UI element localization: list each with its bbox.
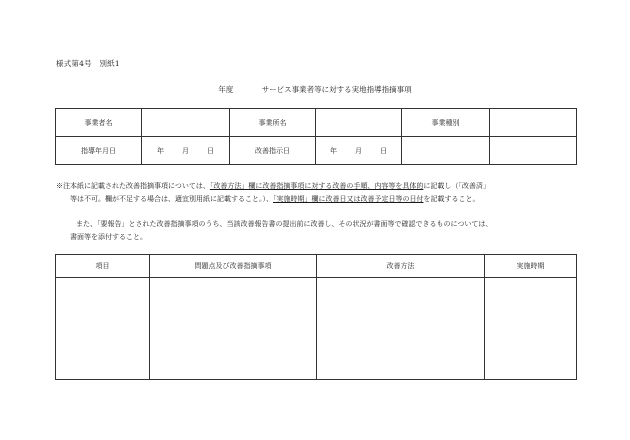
guidance-date-month: 月 [182,146,189,155]
improvement-date-day: 日 [380,146,387,155]
office-name-field[interactable] [316,109,402,137]
improvement-method-field[interactable] [317,278,485,380]
business-owner-field[interactable] [142,109,230,137]
item-field[interactable] [56,278,150,380]
note-text: 本紙に記載された改善指摘事項については、 [70,182,210,190]
note-text: を記載すること。 [423,195,480,203]
office-name-label: 事業所名 [230,109,316,137]
note-underlined-text: 「改善方法」欄に改善指摘事項に対する改善の手順、内容等を具体的 [209,182,424,190]
header-implementation-period: 実施時期 [485,255,577,278]
note-line-1 [56,180,578,193]
header-improvement-method: 改善方法 [317,255,485,278]
header-item: 項目 [56,255,150,278]
title-year-label: 年度 [218,85,234,94]
form-identifier: 様式第4号 別紙1 [56,59,120,68]
service-type-label: 事業種別 [402,109,490,137]
document-title [0,84,630,95]
note-text: に記載し（「改善済」 [423,182,490,190]
title-text: サービス事業者等に対する実地指導指摘事項 [261,85,412,94]
note2-line-1: また、「要報告」とされた改善指摘事項のうち、当該改善報告書の提出前に改善し、その状況が書面等で確認できるものについては、 [76,220,493,228]
header-problem: 問題点及び改善指摘事項 [150,255,317,278]
note-instructions [56,180,578,206]
improvement-date-field[interactable] [316,137,402,165]
note2-line-2: 書面等を添付すること。 [70,233,147,241]
problem-field[interactable] [150,278,317,380]
guidance-date-label: 指導年月日 [56,137,142,165]
note-prefix: ※注 [56,182,70,190]
implementation-period-field[interactable] [485,278,577,380]
guidance-date-field[interactable] [142,137,230,165]
note-text: 等は不可。欄が不足する場合は、適宜別用紙に記載すること。）、 [70,195,273,203]
service-type-field[interactable] [490,109,577,137]
note-underlined-text: 「実施時期」欄に改善日又は改善予定日等の日付 [273,195,424,203]
blank-cell-2[interactable] [490,137,577,165]
improvement-date-month: 月 [355,146,362,155]
items-table [55,254,577,380]
guidance-date-year: 年 [157,146,164,155]
improvement-date-year: 年 [330,146,337,155]
business-owner-label: 事業者名 [56,109,142,137]
note-line-2 [56,193,578,206]
note-attachment [56,218,578,244]
improvement-date-label: 改善指示日 [230,137,316,165]
info-table [55,108,577,165]
guidance-date-day: 日 [207,146,214,155]
blank-cell-1[interactable] [402,137,490,165]
